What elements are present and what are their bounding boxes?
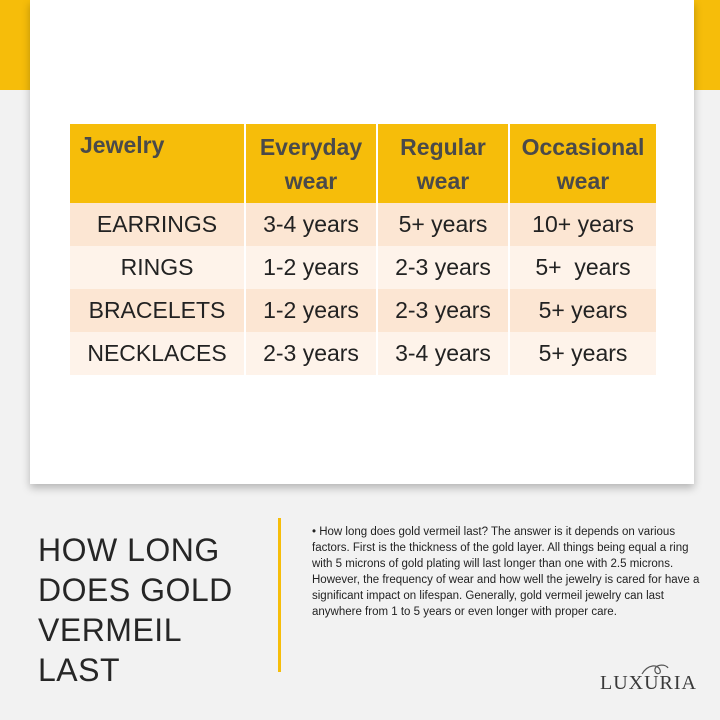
header-jewelry: Jewelry: [70, 124, 246, 203]
header-everyday: Everyday wear: [246, 124, 378, 203]
row-label: RINGS: [70, 246, 246, 289]
cell-regular: 5+ years: [378, 203, 510, 246]
body-paragraph: • How long does gold vermeil last? The answer is it depends on various factors. First is the thickness of the gold layer. All things being equal a ring with 5 microns of gold plating will last longer than one with 2.5 microns. However, the frequency of wear and how well the jewelry is cared for have a significant impact on lifespan. Generally, gold vermeil jewelry can last anywhere from 1 to 5 years or even longer with proper care.: [312, 526, 700, 618]
table-row: [70, 332, 656, 375]
cell-everyday: 1-2 years: [246, 246, 378, 289]
table-row: [70, 289, 656, 332]
title-line: DOES GOLD: [38, 572, 233, 608]
cell-occasional: 5+ years: [510, 332, 656, 375]
cell-everyday: 2-3 years: [246, 332, 378, 375]
accent-bar-left: [0, 0, 30, 90]
cell-regular: 3-4 years: [378, 332, 510, 375]
table-header-row: [70, 124, 656, 203]
brand-logo: LUXURIA: [600, 672, 697, 694]
accent-bar-right: [694, 0, 720, 90]
vertical-divider: [278, 518, 281, 672]
row-label: NECKLACES: [70, 332, 246, 375]
row-label: EARRINGS: [70, 203, 246, 246]
header-regular: Regular wear: [378, 124, 510, 203]
table-row: [70, 203, 656, 246]
title-line: VERMEIL LAST: [38, 612, 181, 688]
slide-card: [30, 0, 694, 484]
title-line: HOW LONG: [38, 532, 220, 568]
cell-regular: 2-3 years: [378, 289, 510, 332]
cell-occasional: 10+ years: [510, 203, 656, 246]
cell-everyday: 1-2 years: [246, 289, 378, 332]
table-row: [70, 246, 656, 289]
cell-occasional: 5+ years: [510, 246, 656, 289]
row-label: BRACELETS: [70, 289, 246, 332]
cell-occasional: 5+ years: [510, 289, 656, 332]
wear-lifespan-table: [70, 124, 656, 375]
cell-everyday: 3-4 years: [246, 203, 378, 246]
header-occasional: Occasional wear: [510, 124, 656, 203]
cell-regular: 2-3 years: [378, 246, 510, 289]
page-title: [38, 530, 268, 690]
